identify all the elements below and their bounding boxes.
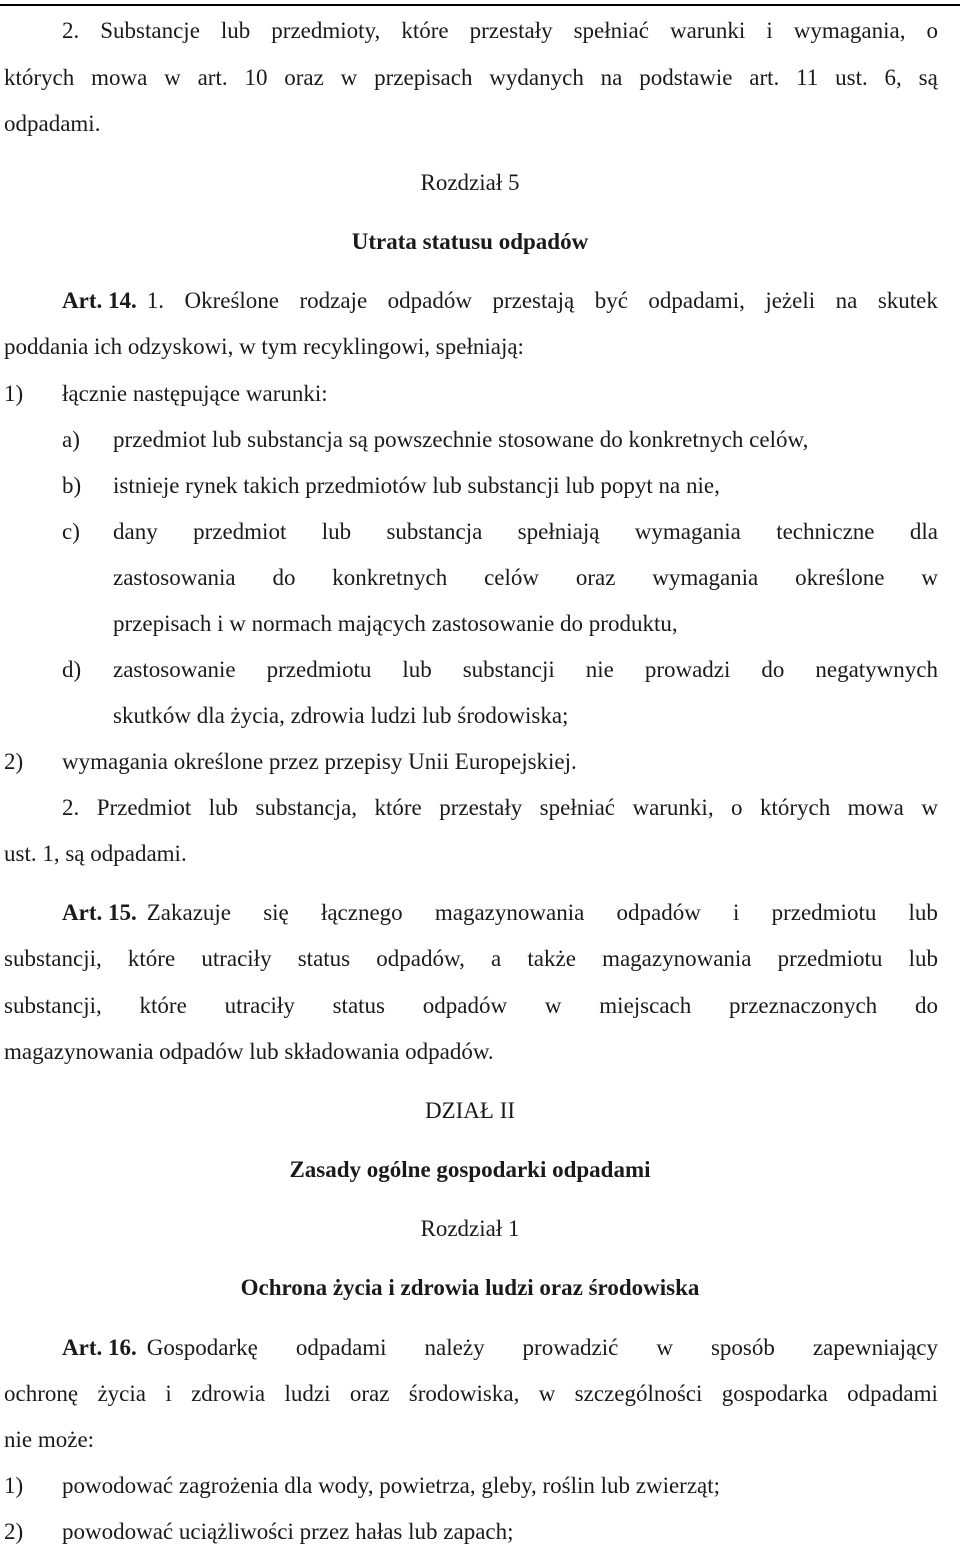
word: art.	[749, 65, 780, 90]
word: 10	[244, 65, 268, 90]
word: przestały	[469, 18, 553, 43]
art14-line2: poddania ich odzyskowi, w tym recyklingowi, spełniają:	[4, 334, 524, 359]
word: należy	[424, 1335, 485, 1360]
art14-item2-num: 2)	[4, 749, 24, 774]
art15-line4: magazynowania odpadów lub składowania odpadów.	[4, 1039, 494, 1064]
word: przestały	[439, 795, 523, 820]
word: Przedmiot	[96, 795, 192, 820]
word: dany	[113, 519, 158, 544]
word: zastosowania	[113, 565, 236, 590]
article-label: Art. 15.	[62, 900, 137, 925]
art15-line1	[62, 898, 938, 928]
word: także	[527, 946, 576, 971]
word: substancji	[462, 657, 555, 682]
word: zdrowia	[191, 1381, 266, 1406]
word: określone	[795, 565, 885, 590]
word: o	[731, 795, 743, 820]
prev-para2-line2	[4, 63, 938, 93]
word: w	[544, 993, 562, 1018]
word: odpadami	[847, 1381, 938, 1406]
word: spełniać	[573, 18, 649, 43]
word: przestają	[492, 288, 575, 313]
word: przedmiotu	[777, 946, 883, 971]
word: substancji,	[4, 946, 102, 971]
word: Gospodarkę	[146, 1335, 258, 1360]
art14-c-label: c)	[62, 519, 80, 544]
chapter-heading: Rozdział 1	[420, 1216, 520, 1241]
word: substancja	[386, 519, 483, 544]
word: odpadami,	[648, 288, 745, 313]
word: 6,	[884, 65, 902, 90]
word: być	[594, 288, 628, 313]
art14-c-line2	[113, 563, 938, 593]
word: przedmiotu	[771, 900, 877, 925]
art14-b-text: istnieje rynek takich przedmiotów lub substancji lub popyt na nie,	[113, 473, 720, 498]
art14-line1	[62, 286, 938, 316]
word: środowiska,	[408, 1381, 520, 1406]
word: wymagania,	[793, 18, 906, 43]
word: substancji,	[4, 993, 102, 1018]
art16-line1-words	[147, 1333, 938, 1363]
word: oraz	[284, 65, 324, 90]
word: gospodarka	[721, 1381, 828, 1406]
word: spełniać	[539, 795, 616, 820]
word: przepisach	[374, 65, 473, 90]
word: warunki,	[632, 795, 714, 820]
word: podstawie	[639, 65, 733, 90]
word: odpadów	[616, 900, 701, 925]
word: Substancje	[100, 18, 200, 43]
word: miejscach	[599, 993, 692, 1018]
top-rule	[0, 4, 960, 6]
prev-para2-line1	[62, 16, 938, 46]
word: wymagania	[634, 519, 741, 544]
art16-line2	[4, 1379, 938, 1409]
art14-a-label: a)	[62, 427, 80, 452]
art16-line1	[62, 1333, 938, 1363]
word: i	[733, 900, 740, 925]
art16-item1-text: powodować zagrożenia dla wody, powietrza, gleby, roślin lub zwierząt;	[62, 1473, 721, 1498]
word: odpadów,	[376, 946, 465, 971]
word: i	[766, 18, 773, 43]
word: których	[4, 65, 75, 90]
word: magazynowania	[602, 946, 752, 971]
word: Zakazuje	[146, 900, 232, 925]
word: odpadami	[295, 1335, 387, 1360]
word: które	[127, 946, 176, 971]
art16-line3: nie może:	[4, 1427, 95, 1452]
word: negatywnych	[815, 657, 938, 682]
word: lub	[402, 657, 432, 682]
art14-line1-words	[147, 286, 938, 316]
word: 1.	[146, 288, 164, 313]
word: sposób	[710, 1335, 775, 1360]
word: dla	[909, 519, 938, 544]
word: przedmiotu	[266, 657, 372, 682]
word: skutek	[877, 288, 938, 313]
word: które	[401, 18, 449, 43]
word: szczególności	[574, 1381, 703, 1406]
word: w	[921, 565, 938, 590]
word: celów	[484, 565, 540, 590]
art14-item1-num: 1)	[4, 381, 24, 406]
chapter-heading: Rozdział 5	[420, 170, 520, 195]
chapter-title: Utrata statusu odpadów	[351, 229, 589, 254]
word: techniczne	[776, 519, 875, 544]
art14-para2-line2: ust. 1, są odpadami.	[4, 841, 187, 866]
division-title: Zasady ogólne gospodarki odpadami	[289, 1157, 651, 1182]
word: konkretnych	[332, 565, 448, 590]
prev-para2-line3: odpadami.	[4, 111, 101, 136]
word: do	[761, 657, 785, 682]
word: magazynowania	[434, 900, 585, 925]
word: ust.	[835, 65, 868, 90]
word: odpadów	[387, 288, 472, 313]
art15-line1-words	[147, 898, 938, 928]
word: w	[921, 795, 938, 820]
word: ludzi	[284, 1381, 331, 1406]
word: utraciły	[224, 993, 295, 1018]
word: do	[272, 565, 296, 590]
word: o	[926, 18, 938, 43]
art14-b-label: b)	[62, 473, 82, 498]
word: prowadzi	[644, 657, 731, 682]
art15-line3	[4, 991, 938, 1021]
chapter-title: Ochrona życia i zdrowia ludzi oraz środowiska	[240, 1275, 700, 1300]
word: warunki	[669, 18, 746, 43]
word: oraz	[349, 1381, 390, 1406]
article-label: Art. 14.	[62, 288, 137, 313]
art15-line2	[4, 944, 938, 974]
word: są	[918, 65, 938, 90]
word: lub	[908, 946, 938, 971]
word: 11	[796, 65, 819, 90]
word: jeżeli	[765, 288, 816, 313]
word: łącznego	[320, 900, 403, 925]
word: status	[297, 946, 351, 971]
word: oraz	[575, 565, 616, 590]
word: przedmioty,	[271, 18, 381, 43]
word: których	[759, 795, 831, 820]
word: wymagania	[652, 565, 759, 590]
word: 2.	[62, 795, 80, 820]
word: lub	[208, 795, 239, 820]
word: ochronę	[4, 1381, 79, 1406]
word: mowa	[847, 795, 904, 820]
word: zastosowanie	[113, 657, 236, 682]
art16-item2-num: 2)	[4, 1519, 24, 1544]
word: nie	[585, 657, 614, 682]
word: się	[263, 900, 289, 925]
art14-para2-line1	[62, 793, 938, 823]
word: status	[332, 993, 385, 1018]
art14-c-line3: przepisach i w normach mających zastosowanie do produktu,	[113, 611, 678, 636]
word: na	[600, 65, 623, 90]
word: spełniają	[517, 519, 600, 544]
word: które	[139, 993, 187, 1018]
word: substancja,	[255, 795, 358, 820]
word: utraciły	[201, 946, 272, 971]
word: które	[374, 795, 422, 820]
art14-a-text: przedmiot lub substancja są powszechnie stosowane do konkretnych celów,	[113, 427, 809, 452]
word: w	[656, 1335, 673, 1360]
word: na	[835, 288, 858, 313]
word: mowa	[91, 65, 148, 90]
word: w	[538, 1381, 556, 1406]
word: art.	[197, 65, 228, 90]
word: do	[914, 993, 938, 1018]
word: w	[164, 65, 181, 90]
art14-d-line2: skutków dla życia, zdrowia ludzi lub środowiska;	[113, 703, 569, 728]
word: w	[340, 65, 358, 90]
word: rodzaje	[299, 288, 368, 313]
word: zapewniający	[812, 1335, 938, 1360]
word: i	[165, 1381, 172, 1406]
word: odpadów	[422, 993, 508, 1018]
art14-item1-text: łącznie następujące warunki:	[62, 381, 328, 406]
art14-c-line1	[113, 517, 938, 547]
word: przeznaczonych	[729, 993, 878, 1018]
division-heading: DZIAŁ II	[424, 1098, 516, 1123]
art14-item2-text: wymagania określone przez przepisy Unii Europejskiej.	[62, 749, 577, 774]
word: przedmiot	[193, 519, 287, 544]
art14-d-label: d)	[62, 657, 82, 682]
word: lub	[220, 18, 251, 43]
word: życia	[97, 1381, 146, 1406]
word: lub	[321, 519, 352, 544]
word: lub	[908, 900, 938, 925]
art16-item2-text: powodować uciążliwości przez hałas lub zapach;	[62, 1519, 514, 1544]
word: 2.	[62, 18, 80, 43]
article-label: Art. 16.	[62, 1335, 137, 1360]
word: Określone	[184, 288, 279, 313]
word: a	[491, 946, 502, 971]
word: wydanych	[489, 65, 584, 90]
art14-d-line1	[113, 655, 938, 685]
art16-item1-num: 1)	[4, 1473, 24, 1498]
word: prowadzić	[522, 1335, 619, 1360]
